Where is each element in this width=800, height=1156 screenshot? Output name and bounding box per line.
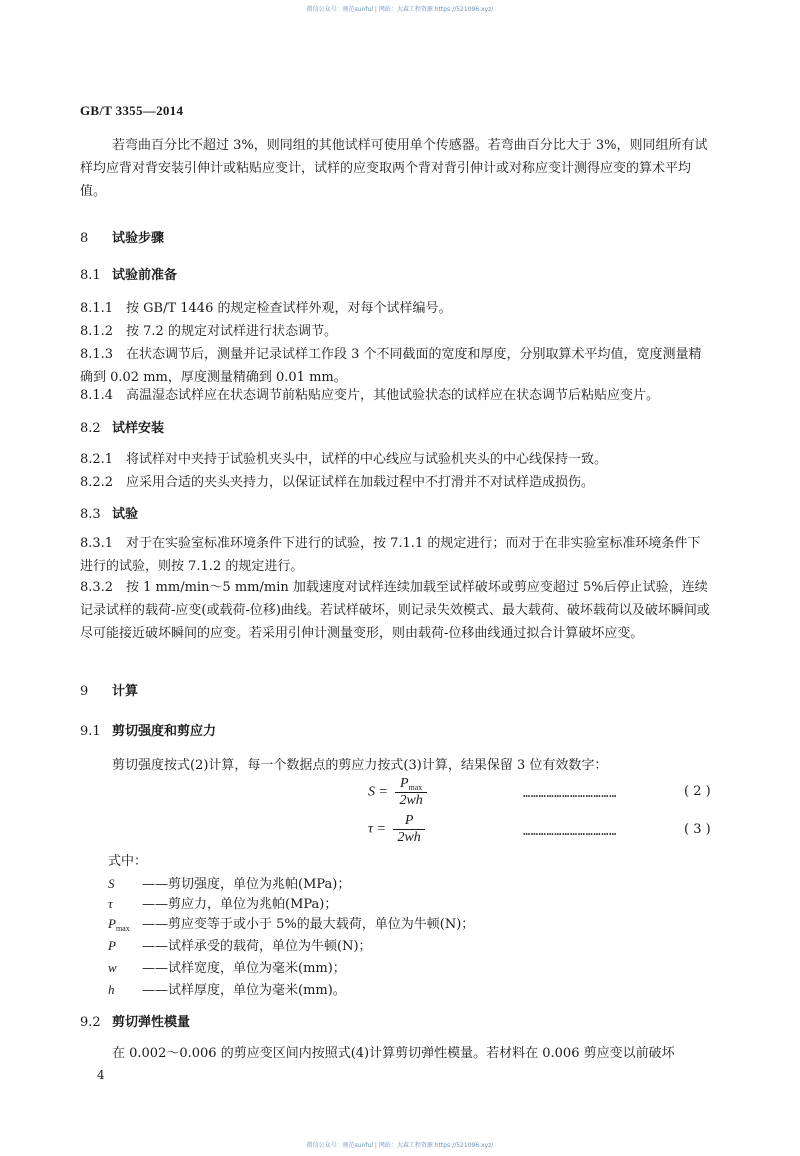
- fraction: [395, 776, 426, 809]
- equation-3-number: ( 3 ): [684, 822, 711, 837]
- section-number: 9: [80, 684, 89, 699]
- clause-8-1-3: [80, 343, 712, 389]
- section-title: 试验步骤: [112, 231, 165, 246]
- section-9-heading: [80, 682, 138, 702]
- clause-8-2-2: [80, 471, 712, 494]
- symbol: P: [108, 916, 116, 931]
- equation-lhs: S =: [368, 784, 388, 800]
- calc-intro: 剪切强度按式(2)计算，每一个数据点的剪应力按式(3)计算，结果保留 3 位有效数字：: [112, 758, 608, 773]
- equation-3-leader: ………………………………: [523, 824, 617, 838]
- section-8-1-heading: [80, 266, 177, 286]
- clause-text: 高温湿态试样应在状态调节前粘贴应变片，其他试验状态的试样应在状态调节后粘贴应变片。: [126, 388, 660, 403]
- symbol: P: [108, 938, 116, 953]
- symbol-description: ——试样厚度，单位为毫米(mm)。: [142, 983, 346, 998]
- clause-8-1-2: [80, 320, 712, 343]
- clause-8-2-1: [80, 448, 712, 471]
- section-8-heading: [80, 229, 164, 249]
- section-number: 8.1: [80, 268, 101, 283]
- clause-text: 按 1 mm/min～5 mm/min 加载速度对试样连续加载至试样破坏或剪应变超过 5%后停止试验，连续记录试样的载荷-应变(或载荷-位移)曲线。若试样破坏，则记录失效模式、最大载荷、破坏载荷以及破坏瞬间或尽可能接近破坏瞬间的应变。若采用引伸计测量变形，则由载荷-位移曲线通过拟合计算破坏应变。: [80, 580, 710, 641]
- section-number: 9.2: [80, 1015, 101, 1030]
- section-number: 8.3: [80, 507, 101, 522]
- clause-text: 按 GB/T 1446 的规定检查试样外观，对每个试样编号。: [126, 301, 452, 316]
- clause-text: 应采用合适的夹头夹持力，以保证试样在加载过程中不打滑并不对试样造成损伤。: [126, 475, 595, 490]
- symbol-description: ——试样宽度，单位为毫米(mm)；: [142, 961, 346, 976]
- clause-number: 8.2.2: [80, 475, 114, 490]
- clause-number: 8.3.1: [80, 536, 114, 551]
- equation-lhs: τ =: [368, 821, 386, 837]
- fraction: [393, 813, 424, 846]
- symbol: w: [108, 960, 117, 975]
- clause-number: 8.3.2: [80, 580, 114, 595]
- numerator: P: [399, 776, 409, 791]
- section-9-2-heading: [80, 1013, 190, 1033]
- symbol: S: [108, 876, 115, 891]
- clause-number: 8.1.4: [80, 388, 114, 403]
- clause-text: 在状态调节后，测量并记录试样工作段 3 个不同截面的宽度和厚度，分别取算术平均值，宽度测量精确到 0.02 mm，厚度测量精确到 0.01 mm。: [80, 347, 702, 385]
- clause-8-3-2: [80, 576, 712, 645]
- section-title: 计算: [112, 684, 139, 699]
- section-9-1-heading: [80, 722, 216, 742]
- section-number: 8.2: [80, 421, 101, 436]
- symbol: τ: [108, 896, 113, 911]
- numerator-subscript: max: [408, 783, 423, 792]
- page-number: 4: [97, 1068, 105, 1082]
- where-label: 式中：: [108, 854, 148, 869]
- clause-8-1-1: [80, 297, 712, 320]
- clause-text: 对于在实验室标准环境条件下进行的试验，按 7.1.1 的规定进行；而对于在非实验室标准环境条件下进行的试验，则按 7.1.2 的规定进行。: [80, 536, 701, 574]
- modulus-paragraph: 在 0.002～0.006 的剪应变区间内按照式(4)计算剪切弹性模量。若材料在 0.006 剪应变以前破坏: [112, 1046, 675, 1061]
- section-8-2-heading: [80, 419, 164, 439]
- section-8-3-heading: [80, 505, 138, 525]
- clause-8-1-4: [80, 384, 712, 407]
- clause-number: 8.1.1: [80, 301, 114, 316]
- equation-2: [368, 776, 427, 809]
- section-title: 试样安装: [112, 421, 165, 436]
- section-number: 9.1: [80, 724, 101, 739]
- symbol-description: ——试样承受的载荷，单位为牛顿(N)；: [142, 939, 372, 954]
- numerator: P: [393, 813, 424, 830]
- clause-text: 将试样对中夹持于试验机夹头中，试样的中心线应与试验机夹头的中心线保持一致。: [126, 452, 608, 467]
- equation-2-number: ( 2 ): [684, 784, 711, 799]
- watermark-bottom: 微信公众号：规范sunful | 网站：大森工程资源 https://521096.xyz/: [306, 1142, 494, 1149]
- watermark-top: 微信公众号：规范sunful | 网站：大森工程资源 https://521096.xyz/: [306, 6, 494, 13]
- clause-number: 8.2.1: [80, 452, 114, 467]
- symbol: h: [108, 982, 115, 997]
- equation-3: [368, 813, 425, 846]
- clause-8-3-1: [80, 532, 712, 578]
- clause-text: 按 7.2 的规定对试样进行状态调节。: [126, 324, 337, 339]
- clause-number: 8.1.3: [80, 347, 114, 362]
- section-title: 试验: [112, 507, 139, 522]
- denominator: 2wh: [399, 793, 423, 808]
- symbol-description: ——剪应力，单位为兆帕(MPa)；: [142, 897, 338, 912]
- section-number: 8: [80, 231, 89, 246]
- section-title: 剪切强度和剪应力: [112, 724, 217, 739]
- clause-number: 8.1.2: [80, 324, 114, 339]
- standard-number: GB/T 3355—2014: [80, 103, 184, 118]
- symbol-subscript: max: [115, 924, 130, 933]
- equation-2-leader: ………………………………: [523, 786, 617, 800]
- section-title: 试验前准备: [112, 268, 178, 283]
- symbol-row: [108, 980, 346, 1005]
- denominator: 2wh: [397, 830, 421, 845]
- symbol-description: ——剪切强度，单位为兆帕(MPa)；: [142, 877, 351, 892]
- symbol-description: ——剪应变等于或小于 5%的最大载荷，单位为牛顿(N)；: [142, 917, 475, 932]
- section-title: 剪切弹性模量: [112, 1015, 191, 1030]
- intro-paragraph: 若弯曲百分比不超过 3%，则同组的其他试样可使用单个传感器。若弯曲百分比大于 3%，则同组所有试样均应背对背安装引伸计或粘贴应变计，试样的应变取两个背对背引伸计或对称应变计测得应变的算术平均值。: [80, 138, 708, 199]
